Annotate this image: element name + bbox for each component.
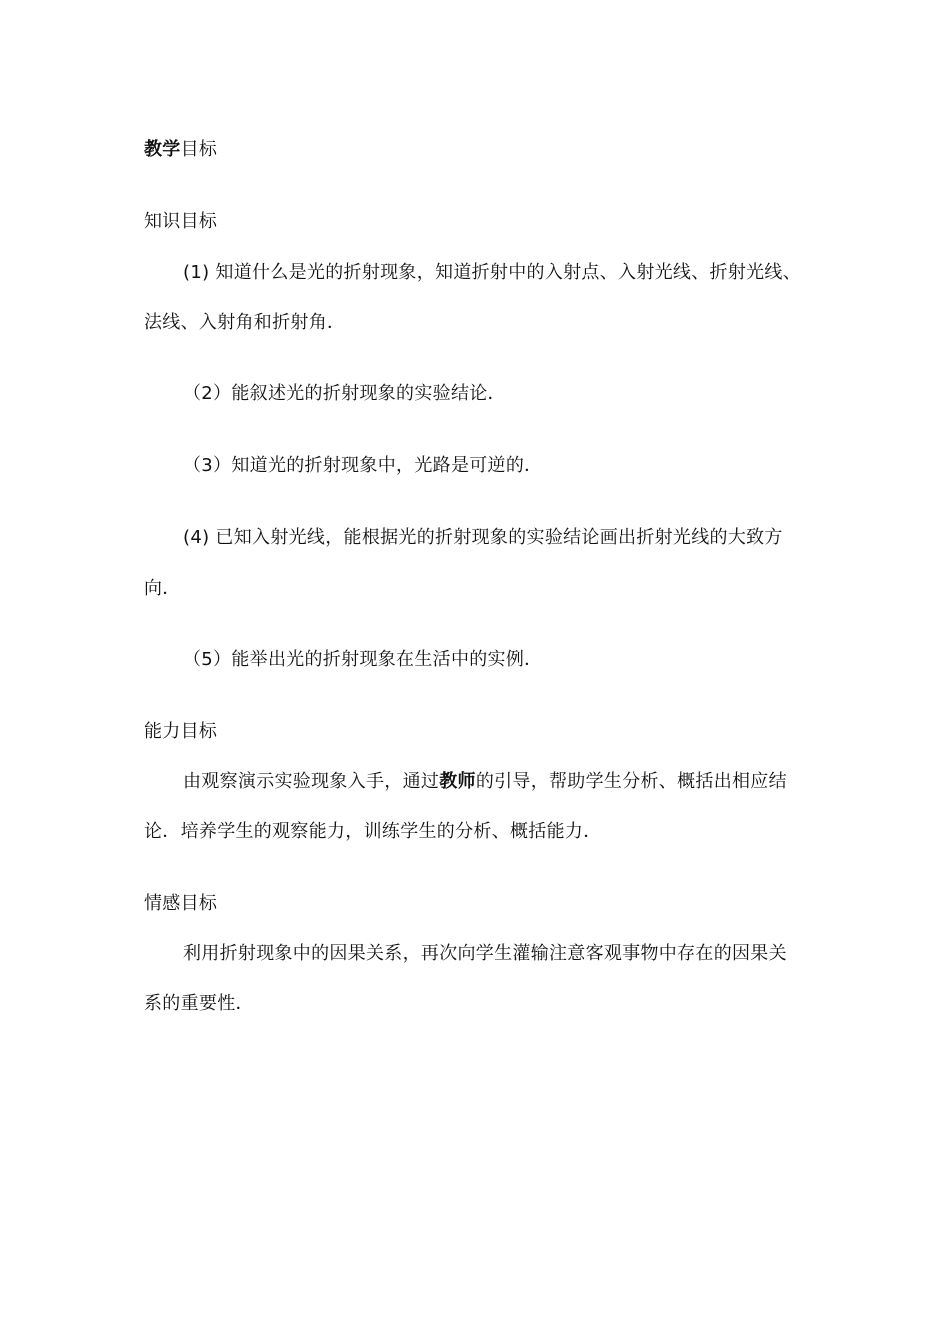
title-rest: 目标 [180, 139, 218, 160]
knowledge-item-4-line-2: 向． [144, 578, 181, 599]
ability-line-1-bold: 教师 [439, 771, 476, 792]
ability-line-1-before: 由观察演示实验现象入手，通过 [183, 771, 440, 792]
ability-line-2: 论．培养学生的观察能力，训练学生的分析、概括能力． [144, 821, 602, 842]
title-bold: 教学 [144, 139, 181, 160]
knowledge-item-1-line-2: 法线、入射角和折射角． [144, 312, 346, 333]
knowledge-item-4-line-1: (4) 已知入射光线，能根据光的折射现象的实验结论画出折射光线的大致方 [183, 527, 783, 548]
emotion-line-1: 利用折射现象中的因果关系，再次向学生灌输注意客观事物中存在的因果关 [183, 943, 787, 964]
ability-line-1-after: 的引导，帮助学生分析、概括出相应结 [475, 771, 787, 792]
emotion-line-2: 系的重要性． [144, 993, 254, 1014]
section-title [144, 138, 217, 162]
knowledge-item-1-line-1: (1) 知道什么是光的折射现象，知道折射中的入射点、入射光线、折射光线、 [183, 262, 802, 283]
knowledge-heading: 知识目标 [144, 211, 218, 232]
ability-line-1 [183, 770, 787, 794]
knowledge-item-3: （3）知道光的折射现象中，光路是可逆的． [183, 455, 543, 476]
ability-heading: 能力目标 [144, 721, 218, 742]
emotion-heading: 情感目标 [144, 893, 218, 914]
knowledge-item-5: （5）能举出光的折射现象在生活中的实例． [183, 649, 543, 670]
knowledge-item-2: （2）能叙述光的折射现象的实验结论． [183, 383, 506, 404]
